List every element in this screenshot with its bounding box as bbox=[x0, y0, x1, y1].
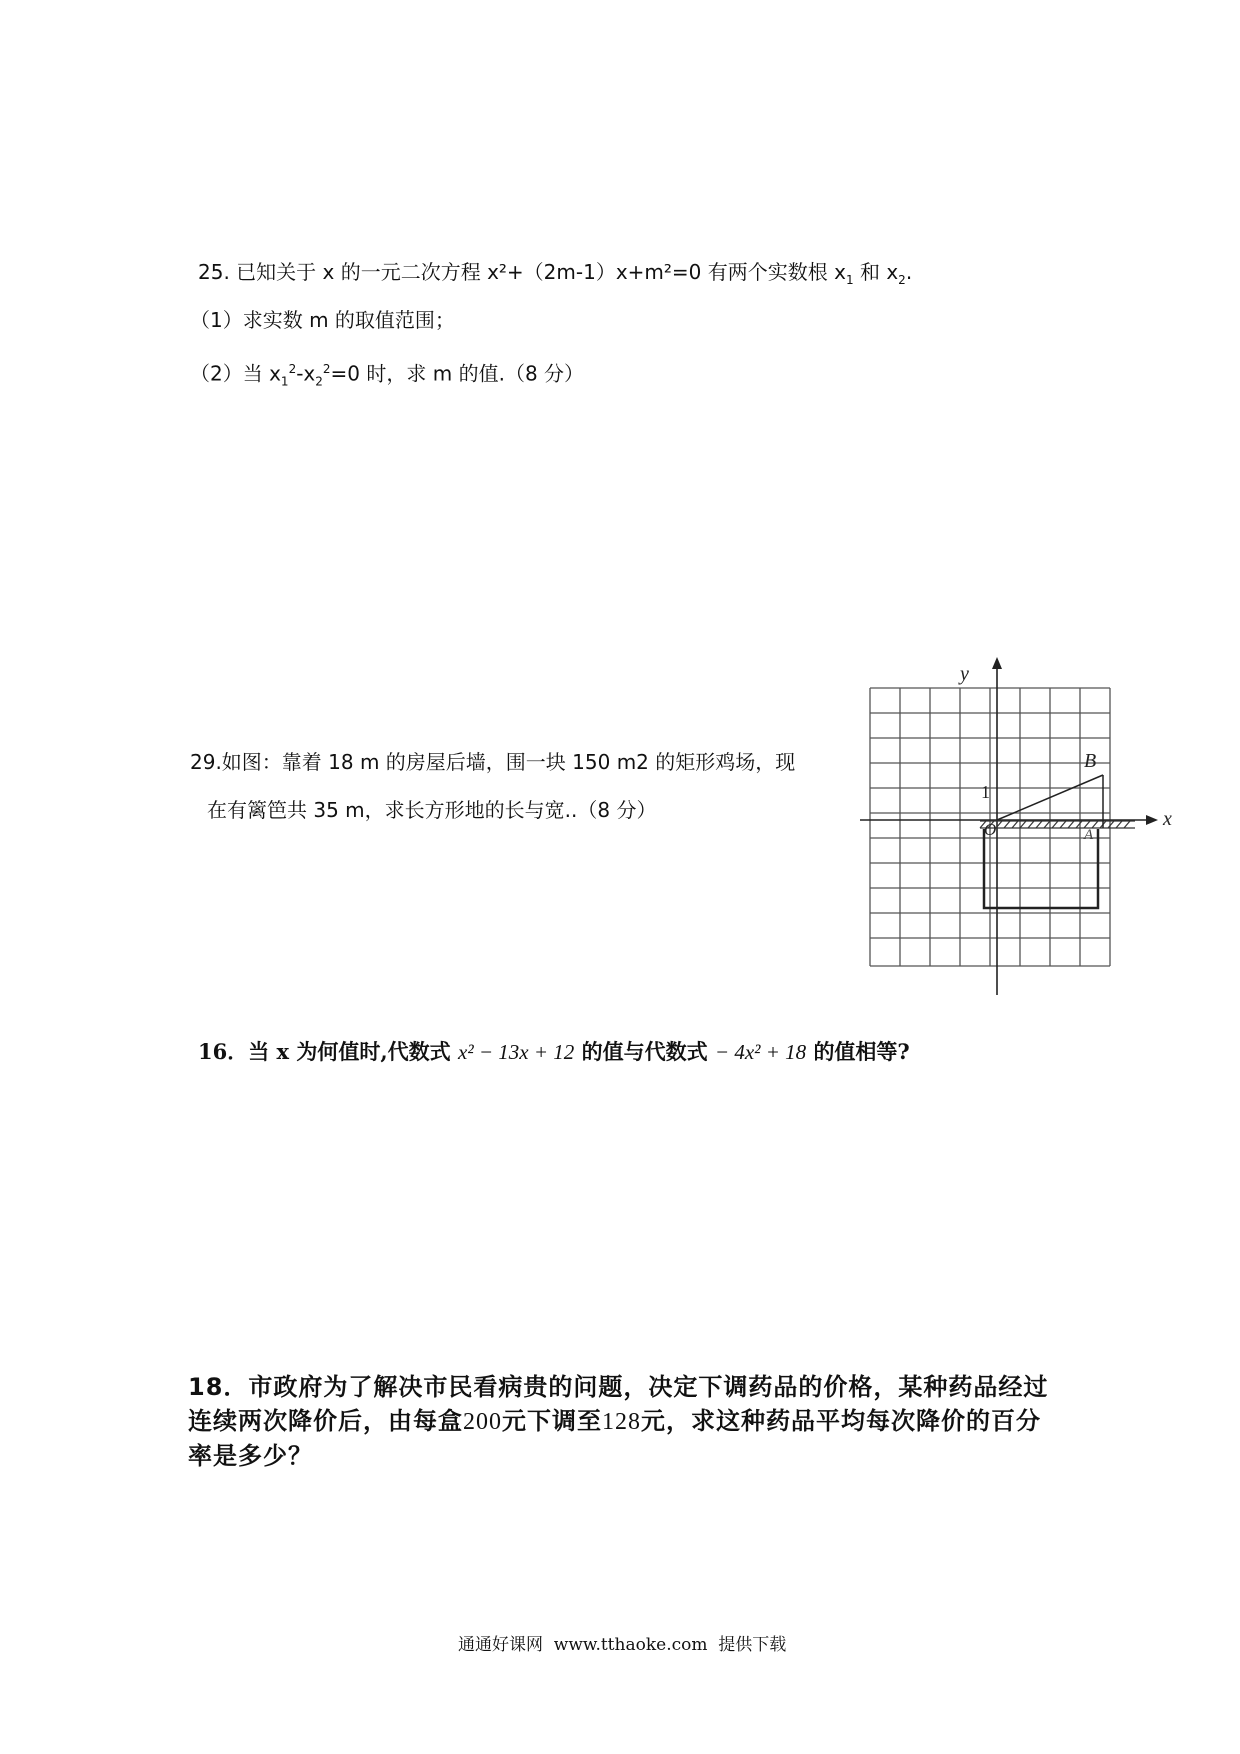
footer-source: 通通好课网 www.tthaoke.com 提供下载 bbox=[458, 1635, 787, 1655]
unit-label: 1 bbox=[981, 782, 990, 802]
expression-1: x² − 13x + 12 bbox=[458, 1040, 575, 1064]
question-18-line-1: 18．市政府为了解决市民看病贵的问题，决定下调药品的价格，某种药品经过 bbox=[188, 1373, 1049, 1401]
question-29-line-2: 在有篱笆共 35 m，求长方形地的长与宽..（8 分） bbox=[207, 798, 657, 822]
origin-label: O bbox=[984, 820, 997, 839]
expression-2: − 4x² + 18 bbox=[714, 1040, 807, 1064]
question-25 bbox=[198, 260, 998, 287]
question-16: 16．当 x 为何值时,代数式 x² − 13x + 12 的值与代数式 − 4x² + 18 的值相等? bbox=[198, 1039, 910, 1064]
question-25-line-1: 25. 已知关于 x 的一元二次方程 x²+（2m-1）x+m²=0 有两个实数根 $x_1$ 和 $x_2$. bbox=[198, 260, 913, 287]
question-18-line-2: 连续两次降价后，由每盒200元下调至128元，求这种药品平均每次降价的百分 bbox=[188, 1407, 1041, 1435]
question-25-part-2: （2）当 $x_1^2-x_2^2=0$ 时，求 m 的值.（8 分） bbox=[190, 361, 585, 389]
point-a-label: A bbox=[1084, 827, 1094, 843]
question-29-line-1: 29.如图：靠着 18 m 的房屋后墙，围一块 150 m2 的矩形鸡场，现 bbox=[190, 750, 796, 774]
question-18 bbox=[188, 1370, 1088, 1473]
x-axis-arrow bbox=[1146, 815, 1158, 825]
x-axis-label: x bbox=[1163, 808, 1172, 830]
wall-hatching bbox=[980, 821, 1135, 828]
point-b-label: B bbox=[1084, 750, 1097, 772]
question-18-line-3: 率是多少？ bbox=[188, 1442, 313, 1470]
y-axis-label: y bbox=[960, 663, 969, 685]
grid-figure bbox=[860, 655, 1180, 1005]
question-25-part-1: （1）求实数 m 的取值范围； bbox=[190, 308, 455, 332]
fence-rectangle bbox=[984, 829, 1098, 908]
y-axis-arrow bbox=[992, 657, 1002, 669]
